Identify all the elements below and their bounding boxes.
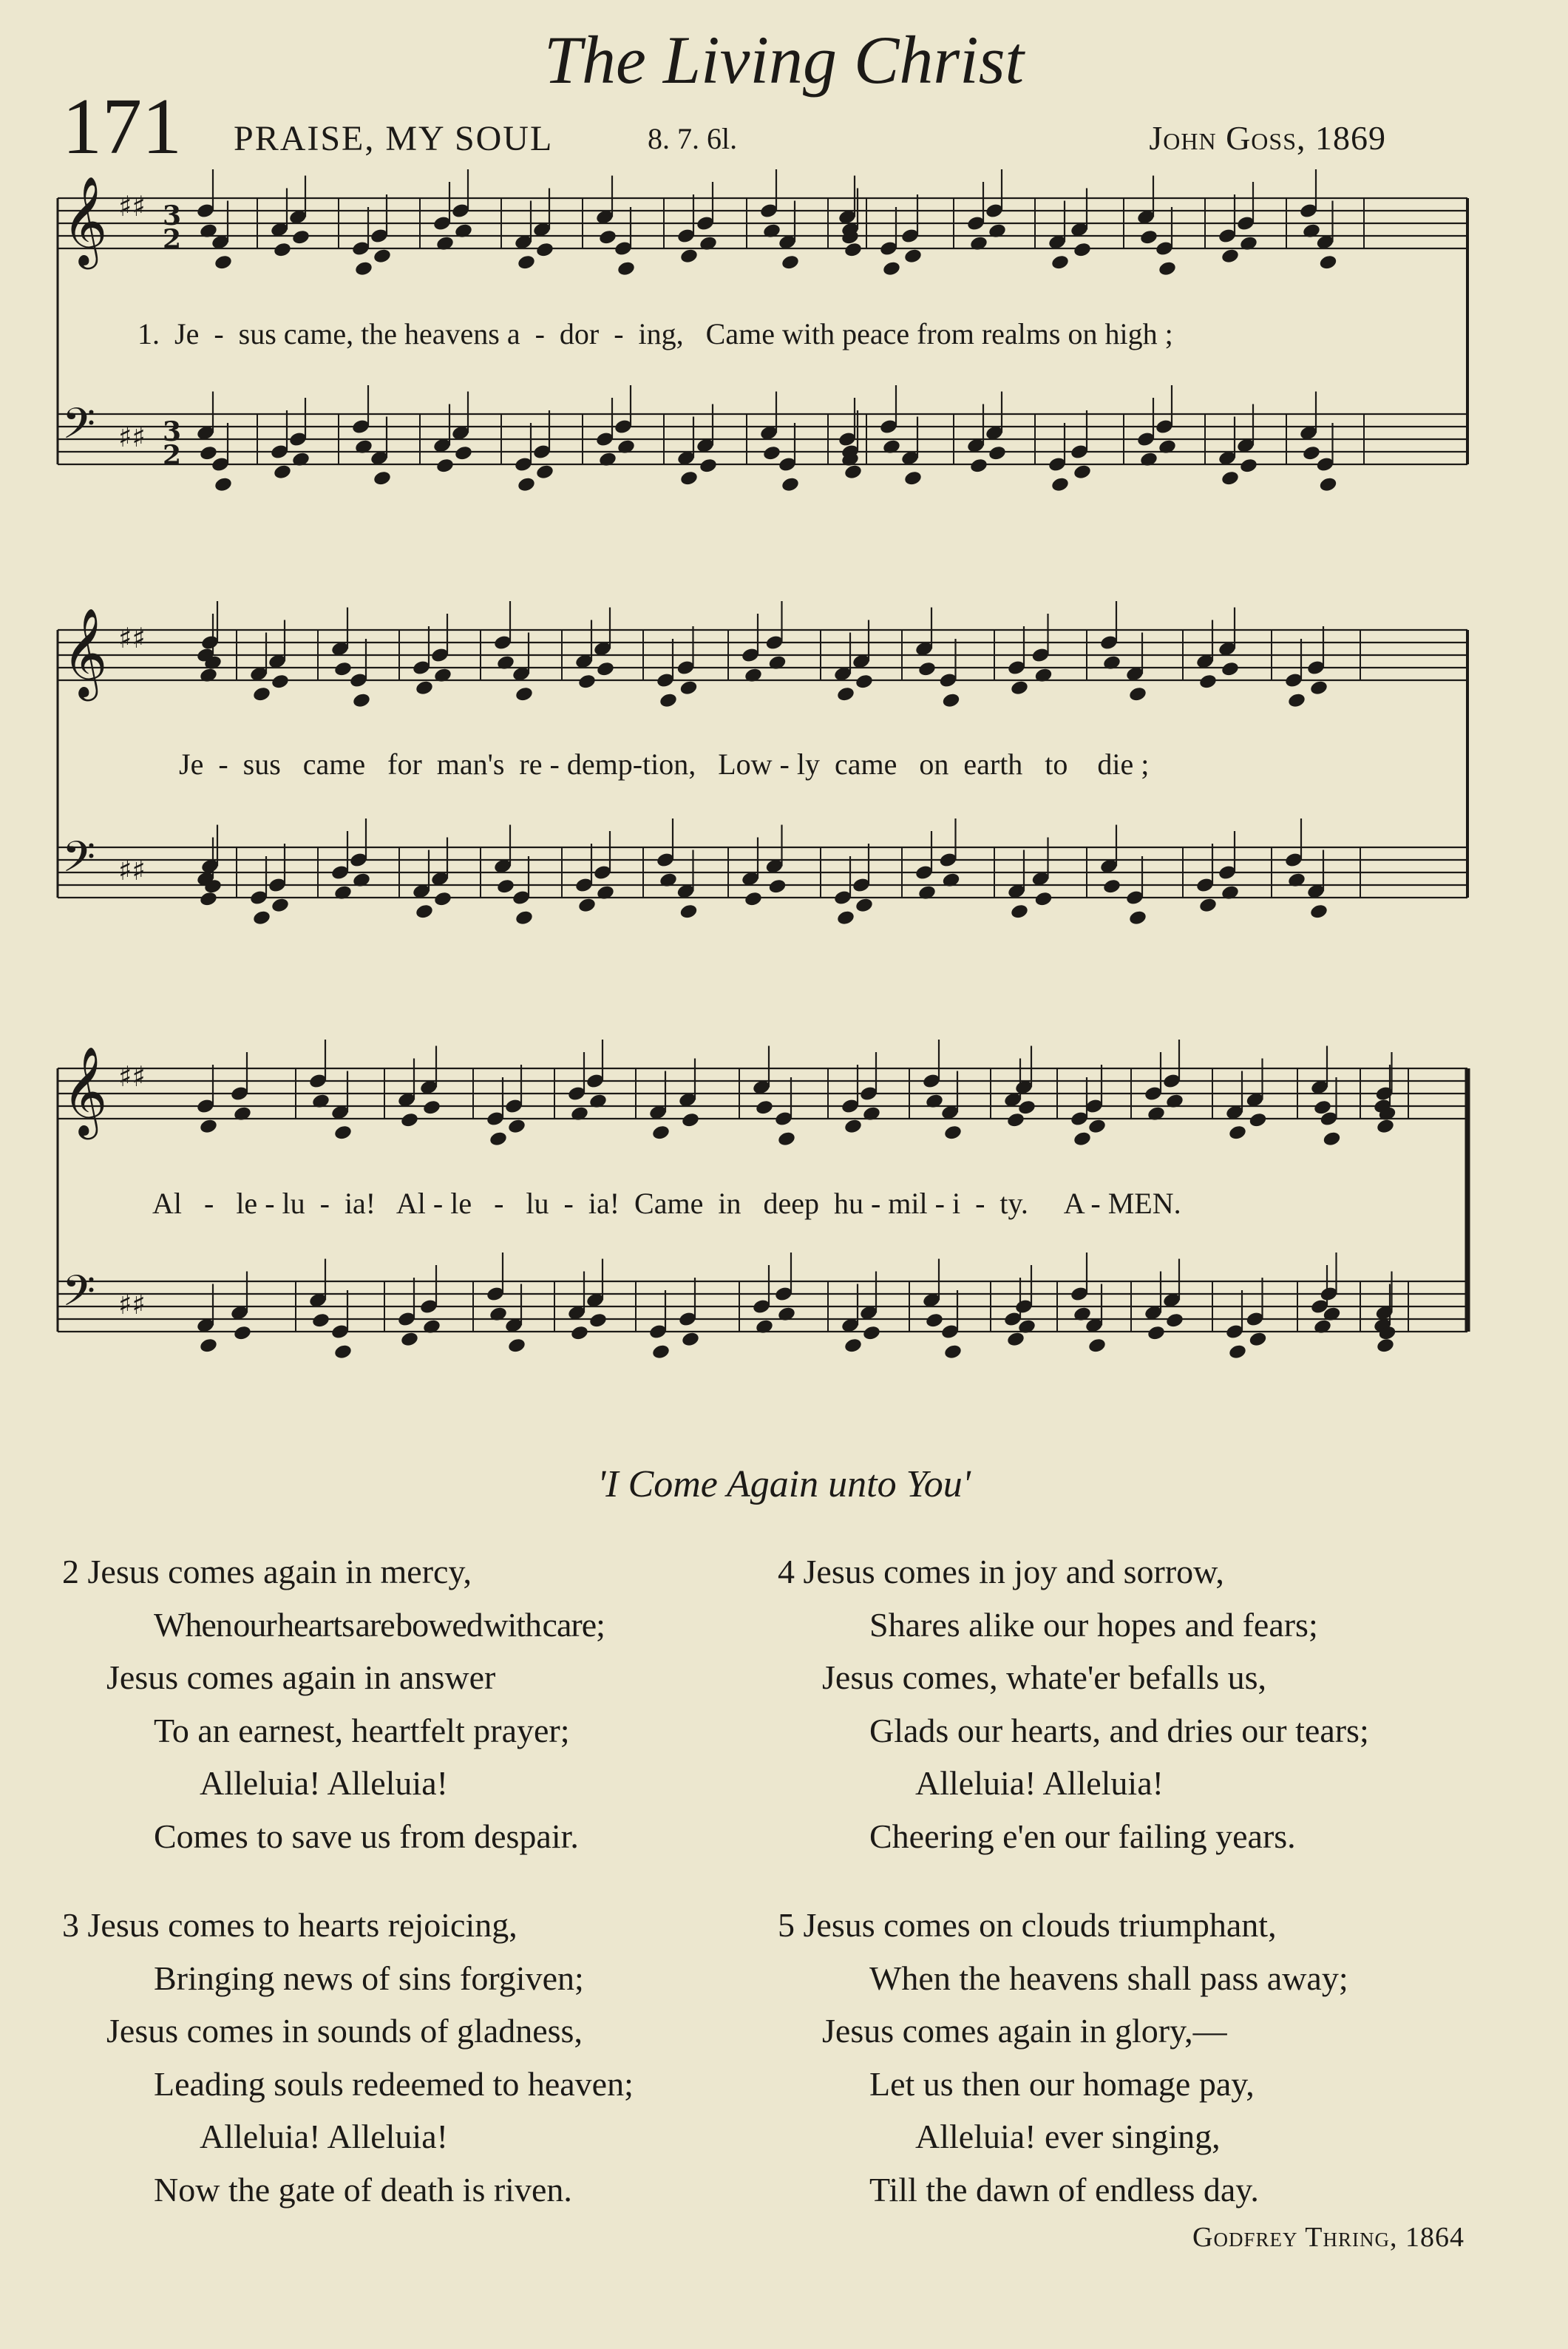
note (1228, 1124, 1247, 1141)
note (1318, 476, 1337, 493)
verse-line: Jesus comes in sounds of gladness, (106, 2012, 583, 2050)
bass-clef-icon: 𝄢 (62, 399, 96, 459)
note (1322, 1131, 1341, 1148)
note (1073, 464, 1092, 481)
time-signature: 2 (163, 224, 182, 255)
note (400, 1111, 419, 1128)
key-signature-icon: ♯♯ (118, 854, 146, 887)
note (744, 890, 763, 907)
key-signature-icon: ♯♯ (118, 1060, 146, 1093)
verse-line: Cheering e'en our failing years. (869, 1817, 1296, 1855)
note (679, 470, 699, 487)
treble-clef-icon: 𝄞 (62, 1045, 108, 1136)
treble-clef-icon: 𝄞 (62, 607, 108, 697)
note (1006, 1331, 1025, 1348)
note (1006, 1111, 1025, 1128)
note (252, 685, 271, 702)
key-signature-icon: ♯♯ (118, 421, 146, 453)
note (1087, 1118, 1107, 1135)
note (781, 254, 800, 271)
note (679, 679, 698, 696)
note (373, 470, 392, 487)
note (679, 903, 698, 920)
hymn-number: 171 (62, 83, 182, 171)
verse-line: Bringing news of sins forgiven; (154, 1959, 584, 1997)
note (681, 1331, 700, 1348)
note (214, 476, 233, 493)
verse-3 (62, 1899, 772, 2216)
composer: John Goss, 1869 (1149, 119, 1386, 157)
verse-line: Alleluia! Alleluia! (200, 1764, 448, 1802)
note (515, 685, 534, 702)
note (1139, 228, 1158, 245)
note (271, 673, 290, 690)
lyric-line-1: 1. Je - sus came, the heavens a - dor - ing, Came with peace from realms on high ; (138, 317, 1173, 350)
subtitle: 'I Come Again unto You' (597, 1463, 971, 1505)
note (1248, 1111, 1267, 1128)
note (617, 260, 636, 277)
note (291, 228, 310, 245)
treble-clef-icon: 𝄞 (62, 175, 108, 265)
verse-2 (62, 1545, 772, 1862)
note (1073, 241, 1092, 258)
note (1376, 1118, 1395, 1135)
note (507, 1337, 526, 1354)
note (903, 470, 923, 487)
note (844, 464, 863, 481)
note (755, 1099, 774, 1116)
lyric-line-3: Al - le - lu - ia! Al - le - lu - ia! Came in deep hu - mil - i - ty. A - MEN. (152, 1187, 1181, 1220)
note (1198, 897, 1218, 914)
time-signature: 3 (163, 200, 182, 231)
note (659, 692, 678, 709)
verse-4 (778, 1545, 1487, 1862)
note (271, 897, 290, 914)
author: Godfrey Thring, 1864 (1192, 2222, 1465, 2253)
note (767, 878, 787, 895)
note (1051, 254, 1070, 271)
note (1248, 1331, 1267, 1348)
note (400, 1331, 419, 1348)
note (1073, 1131, 1092, 1148)
note (1376, 1337, 1395, 1354)
verse-line: Alleluia! Alleluia! (200, 2118, 448, 2155)
meter: 8. 7. 6l. (648, 122, 738, 155)
note (941, 692, 960, 709)
verse-line: When the heavens shall pass away; (869, 1959, 1348, 1997)
note (199, 1337, 218, 1354)
note (1010, 679, 1029, 696)
verse-number: 5 (778, 1906, 795, 1944)
note (517, 476, 536, 493)
note (588, 1312, 608, 1329)
note (233, 1324, 252, 1341)
note (496, 878, 515, 895)
note (333, 660, 353, 677)
note (199, 444, 218, 461)
note (1034, 890, 1053, 907)
note (273, 464, 292, 481)
note (836, 685, 855, 702)
verse-line: When our hearts are bowed with care; (154, 1605, 605, 1644)
note (415, 903, 434, 920)
note (515, 909, 534, 926)
note (1309, 679, 1328, 696)
note (1287, 692, 1306, 709)
key-signature-icon: ♯♯ (118, 1288, 146, 1321)
verse-number: 2 (62, 1553, 79, 1590)
note (1128, 685, 1147, 702)
note (1165, 1312, 1184, 1329)
note (844, 1118, 863, 1135)
verse-5 (778, 1899, 1487, 2216)
note (762, 444, 781, 461)
note (214, 254, 233, 271)
verse-line: Till the dawn of endless day. (869, 2170, 1259, 2209)
verse-number: 3 (62, 1906, 79, 1944)
bass-clef-icon: 𝄢 (62, 832, 96, 892)
note (1318, 254, 1337, 271)
note (596, 660, 615, 677)
note (199, 890, 218, 907)
verse-line: Alleluia! Alleluia! (915, 1764, 1164, 1802)
note (1128, 909, 1147, 926)
note (679, 248, 699, 265)
note (651, 1124, 671, 1141)
note (969, 457, 988, 474)
note (855, 673, 874, 690)
verse-line: Let us then our homage pay, (869, 2064, 1255, 2103)
note (844, 1337, 863, 1354)
note (1102, 878, 1121, 895)
note (489, 1131, 508, 1148)
verse-line: Leading souls redeemed to heaven; (154, 2064, 634, 2103)
note (1228, 1343, 1247, 1360)
note (435, 457, 455, 474)
verse-line: Shares alike our hopes and fears; (869, 1605, 1318, 1644)
note (577, 897, 597, 914)
verse-line: 5 Jesus comes on clouds triumphant, (778, 1906, 1277, 1944)
note (433, 890, 452, 907)
verse-line: Jesus comes, whate'er befalls us, (822, 1658, 1267, 1696)
note (598, 228, 617, 245)
note (681, 1111, 700, 1128)
note (535, 464, 554, 481)
note (252, 909, 271, 926)
note (535, 241, 554, 258)
verse-line: 3 Jesus comes to hearts rejoicing, (62, 1906, 517, 1944)
verse-line: Glads our hearts, and dries our tears; (869, 1711, 1369, 1749)
verse-line: Alleluia! ever singing, (915, 2118, 1221, 2155)
note (352, 692, 371, 709)
time-signature: 3 (163, 416, 182, 447)
note (943, 1343, 963, 1360)
note (943, 1124, 963, 1141)
verse-number: 4 (778, 1553, 795, 1590)
note (781, 476, 800, 493)
time-signature: 2 (163, 440, 182, 471)
note (699, 457, 718, 474)
note (1309, 903, 1328, 920)
note (903, 248, 923, 265)
note (415, 679, 434, 696)
section-title: The Living Christ (543, 22, 1025, 98)
note (1010, 903, 1029, 920)
note (333, 1124, 353, 1141)
note (836, 909, 855, 926)
verse-line: Jesus comes again in answer (106, 1658, 496, 1696)
note (1051, 476, 1070, 493)
note (1147, 1324, 1166, 1341)
note (517, 254, 536, 271)
note (988, 444, 1007, 461)
note (454, 444, 473, 461)
note (917, 660, 937, 677)
note (311, 1312, 330, 1329)
tune-name: PRAISE, MY SOUL (234, 119, 554, 158)
note (777, 1131, 796, 1148)
note (1087, 1337, 1107, 1354)
lyric-line-2: Je - sus came for man's re - demp-tion, Low - ly came on earth to die ; (179, 748, 1150, 781)
note (333, 1343, 353, 1360)
note (844, 241, 863, 258)
note (1302, 444, 1321, 461)
note (1198, 673, 1218, 690)
note (1017, 1099, 1036, 1116)
verse-line: 4 Jesus comes in joy and sorrow, (778, 1553, 1224, 1590)
note (1221, 248, 1240, 265)
verse-line: Now the gate of death is riven. (154, 2170, 572, 2209)
note (422, 1099, 441, 1116)
note (1239, 457, 1258, 474)
verse-line: 2 Jesus comes again in mercy, (62, 1553, 472, 1590)
note (354, 260, 373, 277)
bass-clef-icon: 𝄢 (62, 1266, 96, 1326)
key-signature-icon: ♯♯ (118, 622, 146, 654)
verse-line: Jesus comes again in glory,— (822, 2012, 1227, 2050)
note (855, 897, 874, 914)
key-signature-icon: ♯♯ (118, 190, 146, 223)
note (373, 248, 392, 265)
note (570, 1324, 589, 1341)
note (1221, 660, 1240, 677)
note (199, 1118, 218, 1135)
note (651, 1343, 671, 1360)
verse-line: To an earnest, heartfelt prayer; (154, 1711, 570, 1749)
note (925, 1312, 944, 1329)
note (1158, 260, 1177, 277)
verse-line: Comes to save us from despair. (154, 1817, 579, 1855)
note (882, 260, 901, 277)
note (273, 241, 292, 258)
note (862, 1324, 881, 1341)
note (507, 1118, 526, 1135)
note (577, 673, 597, 690)
note (1221, 470, 1240, 487)
